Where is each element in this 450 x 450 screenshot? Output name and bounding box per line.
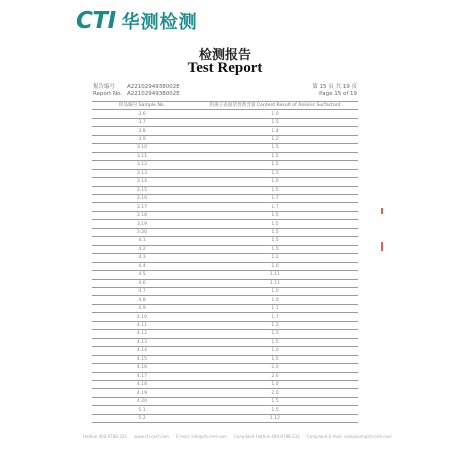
table-row xyxy=(92,169,358,177)
sample-no-cell: 4.8 xyxy=(92,296,192,304)
sample-no-cell: 4.4 xyxy=(92,262,192,270)
footer-complaint-hotline: Complaint Hotline 400-6788-333 xyxy=(234,434,300,439)
page-number-block xyxy=(312,84,357,98)
result-cell: 1.5 xyxy=(192,186,358,194)
footer-hotline: Hotline 400-6788-333 xyxy=(83,434,127,439)
header-sample-no: 样品编号 Sample No. xyxy=(92,102,192,110)
result-cell: 1.5 xyxy=(192,330,358,338)
sample-no-cell: 4.5 xyxy=(92,271,192,279)
sample-no-cell: 4.6 xyxy=(92,279,192,287)
table-row xyxy=(92,347,358,355)
result-cell: 1.0 xyxy=(192,262,358,270)
table-row xyxy=(92,279,358,287)
report-title-en: Test Report xyxy=(187,60,263,76)
result-cell: 1.11 xyxy=(192,271,358,279)
table-row xyxy=(92,304,358,312)
result-cell: 1.5 xyxy=(192,118,358,126)
result-cell: 1.5 xyxy=(192,397,358,405)
sample-no-cell: 4.17 xyxy=(92,372,192,380)
sample-no-cell: 4.10 xyxy=(92,313,192,321)
result-cell: 1.0 xyxy=(192,296,358,304)
table-row xyxy=(92,321,358,329)
results-table xyxy=(92,101,358,423)
table-row xyxy=(92,296,358,304)
result-cell: 1.2 xyxy=(192,254,358,262)
sample-no-cell: 4.9 xyxy=(92,304,192,312)
table-row xyxy=(92,262,358,270)
sample-no-cell: 4.3 xyxy=(92,254,192,262)
sample-no-cell: 3.12 xyxy=(92,161,192,169)
table-row xyxy=(92,118,358,126)
red-edge-mark xyxy=(381,242,383,251)
report-number-en: Report No. A2210294938002E xyxy=(93,91,180,97)
result-cell: 1.11 xyxy=(192,279,358,287)
sample-no-cell: 4.16 xyxy=(92,364,192,372)
result-cell: 1.5 xyxy=(192,144,358,152)
result-cell: 1.5 xyxy=(192,220,358,228)
table-row xyxy=(92,237,358,245)
footer-website: www.cti-cert.com xyxy=(134,434,169,439)
table-row xyxy=(92,228,358,236)
sample-no-cell: 3.13 xyxy=(92,169,192,177)
footer-email: E-mail: info@cti-cert.com xyxy=(176,434,227,439)
result-cell: 1.5 xyxy=(192,245,358,253)
sample-no-cell: 4.15 xyxy=(92,355,192,363)
result-cell: 2.0 xyxy=(192,372,358,380)
sample-no-cell: 3.20 xyxy=(92,228,192,236)
result-cell: 1.5 xyxy=(192,161,358,169)
sample-no-cell: 4.20 xyxy=(92,397,192,405)
table-row xyxy=(92,211,358,219)
sample-no-cell: 4.2 xyxy=(92,245,192,253)
table-row xyxy=(92,178,358,186)
table-row xyxy=(92,414,358,422)
result-cell: 1.0 xyxy=(192,287,358,295)
sample-no-cell: 4.7 xyxy=(92,287,192,295)
table-row xyxy=(92,330,358,338)
table-row xyxy=(92,271,358,279)
sample-no-cell: 3.7 xyxy=(92,118,192,126)
logo-brand: CTI xyxy=(76,8,116,34)
table-row xyxy=(92,144,358,152)
table-row xyxy=(92,380,358,388)
table-row xyxy=(92,186,358,194)
sample-no-cell: 4.19 xyxy=(92,389,192,397)
sample-no-cell: 4.1 xyxy=(92,237,192,245)
result-cell: 1.5 xyxy=(192,355,358,363)
sample-no-cell: 3.9 xyxy=(92,135,192,143)
result-cell: 1.2 xyxy=(192,135,358,143)
footer-complaint-email: Complaint E-mail: complaint@cti-cert.com xyxy=(306,434,392,439)
header-result: 阴离子表面活性剂含量 Content Result of Anionic Surfactant xyxy=(192,102,358,110)
table-row xyxy=(92,338,358,346)
result-cell: 1.2 xyxy=(192,321,358,329)
table-row xyxy=(92,313,358,321)
table-row xyxy=(92,135,358,143)
result-cell: 1.4 xyxy=(192,127,358,135)
table-body xyxy=(92,110,358,423)
table-row xyxy=(92,397,358,405)
table-row xyxy=(92,203,358,211)
sample-no-cell: 5.1 xyxy=(92,406,192,414)
sample-no-cell: 4.12 xyxy=(92,330,192,338)
table-row xyxy=(92,355,358,363)
table-row xyxy=(92,127,358,135)
table-row xyxy=(92,287,358,295)
table-header-row xyxy=(92,102,358,110)
result-cell: 1.5 xyxy=(192,211,358,219)
sample-no-cell: 3.6 xyxy=(92,110,192,118)
result-cell: 1.1 xyxy=(192,304,358,312)
table-row xyxy=(92,161,358,169)
table-row xyxy=(92,372,358,380)
table-row xyxy=(92,152,358,160)
sample-no-cell: 4.14 xyxy=(92,347,192,355)
table-row xyxy=(92,110,358,118)
page-footer xyxy=(80,434,392,439)
company-logo xyxy=(76,8,198,34)
sample-no-cell: 3.15 xyxy=(92,186,192,194)
result-cell: 1.7 xyxy=(192,203,358,211)
report-number-block xyxy=(93,84,180,98)
table-row xyxy=(92,254,358,262)
result-cell: 1.5 xyxy=(192,237,358,245)
logo-chinese-name: 华测检测 xyxy=(121,12,198,33)
result-cell: 1.0 xyxy=(192,110,358,118)
result-cell: 1.0 xyxy=(192,380,358,388)
result-cell: 1.5 xyxy=(192,406,358,414)
table-row xyxy=(92,220,358,228)
sample-no-cell: 3.11 xyxy=(92,152,192,160)
sample-no-cell: 4.13 xyxy=(92,338,192,346)
page-number-en: Page 15 of 19 xyxy=(319,91,357,97)
red-edge-mark xyxy=(381,208,383,214)
result-cell: 1.0 xyxy=(192,178,358,186)
sample-no-cell: 3.17 xyxy=(92,203,192,211)
sample-no-cell: 3.19 xyxy=(92,220,192,228)
result-cell: 1.5 xyxy=(192,152,358,160)
result-cell: 2.0 xyxy=(192,364,358,372)
sample-no-cell: 3.10 xyxy=(92,144,192,152)
table-row xyxy=(92,245,358,253)
result-cell: 1.5 xyxy=(192,169,358,177)
report-title-cn: 检测报告 xyxy=(198,48,251,63)
sample-no-cell: 5.2 xyxy=(92,414,192,422)
result-cell: 1.7 xyxy=(192,313,358,321)
table-row xyxy=(92,406,358,414)
sample-no-cell: 3.18 xyxy=(92,211,192,219)
sample-no-cell: 3.16 xyxy=(92,194,192,202)
result-cell: 1.5 xyxy=(192,338,358,346)
table-row xyxy=(92,194,358,202)
sample-no-cell: 3.8 xyxy=(92,127,192,135)
result-cell: 2.0 xyxy=(192,389,358,397)
sample-no-cell: 4.11 xyxy=(92,321,192,329)
sample-no-cell: 4.18 xyxy=(92,380,192,388)
result-cell: 1.5 xyxy=(192,228,358,236)
table-row xyxy=(92,389,358,397)
result-cell: 1.0 xyxy=(192,347,358,355)
report-number-cn: 报告编号 A2210294938002E xyxy=(93,84,180,90)
sample-no-cell: 3.14 xyxy=(92,178,192,186)
result-cell: 1.12 xyxy=(192,414,358,422)
result-cell: 1.7 xyxy=(192,194,358,202)
page-number-cn: 第 15 页 共 19 页 xyxy=(312,84,357,90)
table-row xyxy=(92,364,358,372)
